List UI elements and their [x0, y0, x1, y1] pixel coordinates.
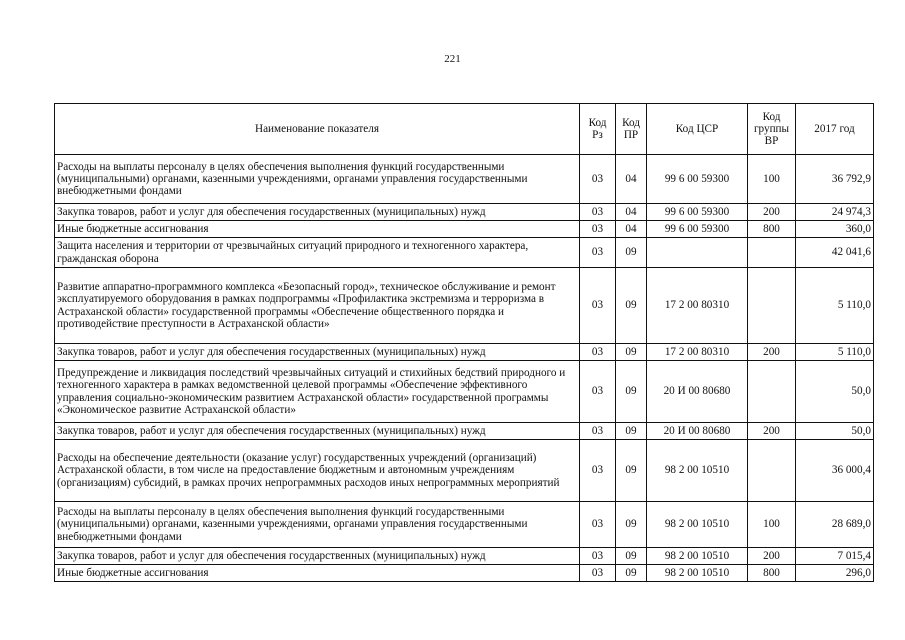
row-amount: 50,0 [796, 423, 874, 440]
row-amount: 7 015,4 [796, 548, 874, 565]
row-name: Иные бюджетные ассигнования [55, 221, 580, 238]
row-name: Закупка товаров, работ и услуг для обеспечения государственных (муниципальных) нужд [55, 423, 580, 440]
row-rz: 03 [580, 155, 616, 204]
row-pr: 09 [616, 423, 647, 440]
row-vr: 100 [748, 502, 796, 548]
row-rz: 03 [580, 361, 616, 423]
row-pr: 09 [616, 548, 647, 565]
row-amount: 24 974,3 [796, 204, 874, 221]
row-pr: 09 [616, 238, 647, 268]
header-rz: Код Рз [580, 104, 616, 155]
row-vr [748, 361, 796, 423]
row-vr: 200 [748, 423, 796, 440]
row-csr: 99 6 00 59300 [647, 155, 748, 204]
row-name: Иные бюджетные ассигнования [55, 565, 580, 582]
row-csr: 20 И 00 80680 [647, 423, 748, 440]
header-csr: Код ЦСР [647, 104, 748, 155]
row-name: Защита населения и территории от чрезвычайных ситуаций природного и техногенного характера, гражданская оборона [55, 238, 580, 268]
row-rz: 03 [580, 344, 616, 361]
row-rz: 03 [580, 502, 616, 548]
row-csr: 98 2 00 10510 [647, 440, 748, 502]
row-csr [647, 238, 748, 268]
table-row [55, 155, 874, 204]
row-csr: 98 2 00 10510 [647, 565, 748, 582]
row-pr: 09 [616, 361, 647, 423]
row-pr: 09 [616, 344, 647, 361]
row-name: Закупка товаров, работ и услуг для обеспечения государственных (муниципальных) нужд [55, 548, 580, 565]
row-pr: 09 [616, 565, 647, 582]
page-number: 221 [444, 53, 461, 65]
row-pr: 04 [616, 155, 647, 204]
row-rz: 03 [580, 423, 616, 440]
budget-table [54, 103, 874, 582]
row-amount: 36 792,9 [796, 155, 874, 204]
table-row [55, 440, 874, 502]
table-row [55, 423, 874, 440]
row-rz: 03 [580, 440, 616, 502]
row-amount: 50,0 [796, 361, 874, 423]
row-csr: 98 2 00 10510 [647, 548, 748, 565]
row-rz: 03 [580, 221, 616, 238]
row-csr: 99 6 00 59300 [647, 221, 748, 238]
row-amount: 296,0 [796, 565, 874, 582]
row-amount: 360,0 [796, 221, 874, 238]
row-vr: 200 [748, 204, 796, 221]
row-vr: 200 [748, 344, 796, 361]
header-year: 2017 год [796, 104, 874, 155]
row-vr: 200 [748, 548, 796, 565]
table-row [55, 238, 874, 268]
row-amount: 5 110,0 [796, 344, 874, 361]
table-row [55, 565, 874, 582]
table-row [55, 361, 874, 423]
row-amount: 28 689,0 [796, 502, 874, 548]
row-rz: 03 [580, 204, 616, 221]
row-pr: 09 [616, 268, 647, 344]
row-vr [748, 268, 796, 344]
row-csr: 99 6 00 59300 [647, 204, 748, 221]
row-name: Закупка товаров, работ и услуг для обеспечения государственных (муниципальных) нужд [55, 344, 580, 361]
header-name: Наименование показателя [55, 104, 580, 155]
row-pr: 09 [616, 440, 647, 502]
row-name: Развитие аппаратно-программного комплекса «Безопасный город», техническое обслуживание и ремонт эксплуатируемого оборудования в рамках подпрограммы «Профилактика экстремизма и терроризма в Астраханской области» государственной программы «Обеспечение общественного порядка и противодействие преступности в Астраханской области» [55, 268, 580, 344]
table-row [55, 344, 874, 361]
row-name: Закупка товаров, работ и услуг для обеспечения государственных (муниципальных) нужд [55, 204, 580, 221]
row-pr: 04 [616, 221, 647, 238]
row-vr: 800 [748, 221, 796, 238]
table-row [55, 204, 874, 221]
row-vr: 800 [748, 565, 796, 582]
table-header-row [55, 104, 874, 155]
row-csr: 17 2 00 80310 [647, 344, 748, 361]
table-row [55, 268, 874, 344]
row-rz: 03 [580, 238, 616, 268]
row-csr: 20 И 00 80680 [647, 361, 748, 423]
row-amount: 36 000,4 [796, 440, 874, 502]
row-name: Расходы на выплаты персоналу в целях обеспечения выполнения функций государственными (муниципальными) органами, казенными учреждениями, органами управления государственными внебюджетными фондами [55, 155, 580, 204]
row-amount: 5 110,0 [796, 268, 874, 344]
header-vr: Код группы ВР [748, 104, 796, 155]
row-amount: 42 041,6 [796, 238, 874, 268]
table-row [55, 221, 874, 238]
row-rz: 03 [580, 548, 616, 565]
row-pr: 09 [616, 502, 647, 548]
row-name: Расходы на выплаты персоналу в целях обеспечения выполнения функций государственными (муниципальными) органами, казенными учреждениями, органами управления государственными внебюджетными фондами [55, 502, 580, 548]
row-vr [748, 440, 796, 502]
table-row [55, 548, 874, 565]
row-csr: 98 2 00 10510 [647, 502, 748, 548]
table-row [55, 502, 874, 548]
row-rz: 03 [580, 268, 616, 344]
row-vr: 100 [748, 155, 796, 204]
row-vr [748, 238, 796, 268]
row-rz: 03 [580, 565, 616, 582]
row-pr: 04 [616, 204, 647, 221]
header-pr: Код ПР [616, 104, 647, 155]
row-name: Расходы на обеспечение деятельности (оказание услуг) государственных учреждений (организаций) Астраханской области, в том числе на предоставление бюджетным и автономным учреждениям (организациям) субсидий, в рамках прочих непрограммных расходов иных непрограммных мероприятий [55, 440, 580, 502]
row-csr: 17 2 00 80310 [647, 268, 748, 344]
row-name: Предупреждение и ликвидация последствий чрезвычайных ситуаций и стихийных бедствий природного и техногенного характера в рамках ведомственной целевой программы «Обеспечение эффективного управления социально-экономическим развитием Астраханской области» государственной программы «Экономическое развитие Астраханской области» [55, 361, 580, 423]
